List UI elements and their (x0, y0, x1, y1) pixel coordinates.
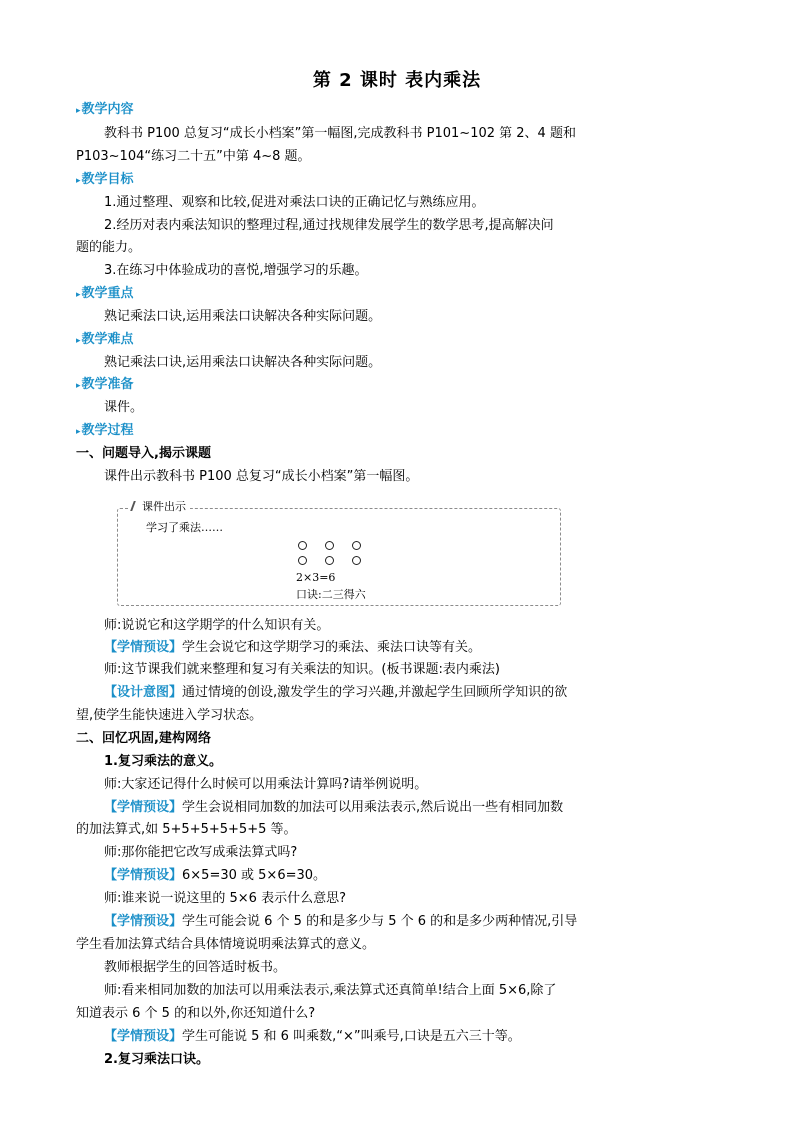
triangle-bullet-icon: ▸ (76, 336, 81, 346)
part2-predict-3: 【学情预设】学生可能会说 6 个 5 的和是多少与 5 个 6 的和是多少两种情况,引导 (104, 914, 578, 929)
predict-tag: 【学情预设】 (104, 800, 183, 815)
key-text: 熟记乘法口诀,运用乘法口诀解决各种实际问题。 (104, 309, 382, 324)
part1-heading: 一、问题导入,揭示课题 (76, 446, 211, 461)
goal-3: 3.在练习中体验成功的喜悦,增强学习的乐趣。 (104, 263, 368, 278)
predict-tag: 【学情预设】 (104, 868, 183, 883)
part1-design-cont: 望,使学生能快速进入学习状态。 (76, 708, 263, 723)
part2-teacher-1: 师:大家还记得什么时候可以用乘法计算吗?请举例说明。 (104, 777, 428, 792)
box-equation: 2×3=6 (296, 571, 336, 584)
section-heading-goals: ▸教学目标 (76, 172, 134, 187)
part1-teacher-1: 师:说说它和这学期学的什么知识有关。 (104, 618, 330, 633)
section-heading-prep: ▸教学准备 (76, 377, 134, 392)
part2-sub-2: 2.复习乘法口诀。 (104, 1052, 209, 1067)
predict-tag: 【学情预设】 (104, 914, 183, 929)
section-heading-process: ▸教学过程 (76, 423, 134, 438)
triangle-bullet-icon: ▸ (76, 290, 81, 300)
circle-icon (352, 556, 361, 565)
part1-design: 【设计意图】通过情境的创设,激发学生的学习兴趣,并激起学生回顾所学知识的欲 (104, 685, 568, 700)
courseware-label: 课件出示 (128, 498, 190, 516)
prep-text: 课件。 (104, 400, 144, 415)
box-rhyme: 口诀:二三得六 (296, 588, 366, 601)
goal-2: 2.经历对表内乘法知识的整理过程,通过找规律发展学生的数学思考,提高解决问 (104, 218, 554, 233)
part2-predict-2: 【学情预设】6×5=30 或 5×6=30。 (104, 868, 327, 883)
goal-1: 1.通过整理、观察和比较,促进对乘法口诀的正确记忆与熟练应用。 (104, 195, 485, 210)
part2-teacher-4-cont: 知道表示 6 个 5 的和以外,你还知道什么? (76, 1006, 316, 1021)
part1-teacher-2: 师:这节课我们就来整理和复习有关乘法的知识。(板书课题:表内乘法) (104, 662, 500, 677)
goal-2-cont: 题的能力。 (76, 240, 142, 255)
circle-icon (298, 556, 307, 565)
part2-heading: 二、回忆巩固,建构网络 (76, 731, 211, 746)
section-heading-difficulty: ▸教学难点 (76, 332, 134, 347)
part2-predict-4: 【学情预设】学生可能说 5 和 6 叫乘数,“×”叫乘号,口诀是五六三十等。 (104, 1029, 521, 1044)
content-text-cont: P103~104“练习二十五”中第 4~8 题。 (76, 149, 311, 164)
part2-predict-1-cont: 的加法算式,如 5+5+5+5+5+5 等。 (76, 822, 297, 837)
difficulty-text: 熟记乘法口诀,运用乘法口诀解决各种实际问题。 (104, 355, 382, 370)
part2-teacher-note: 教师根据学生的回答适时板书。 (104, 960, 287, 975)
triangle-bullet-icon: ▸ (76, 176, 81, 186)
circle-icon (298, 541, 307, 550)
part1-text: 课件出示教科书 P100 总复习“成长小档案”第一幅图。 (104, 469, 419, 484)
part2-sub-1: 1.复习乘法的意义。 (104, 754, 222, 769)
triangle-bullet-icon: ▸ (76, 106, 81, 116)
page-title: 第 2 课时 表内乘法 (312, 70, 482, 91)
pen-mark-icon (130, 501, 142, 511)
triangle-bullet-icon: ▸ (76, 381, 81, 391)
section-heading-content: ▸教学内容 (76, 102, 134, 117)
part1-predict: 【学情预设】学生会说它和这学期学习的乘法、乘法口诀等有关。 (104, 640, 482, 655)
section-heading-key: ▸教学重点 (76, 286, 134, 301)
part2-teacher-4: 师:看来相同加数的加法可以用乘法表示,乘法算式还真简单!结合上面 5×6,除了 (104, 983, 557, 998)
part2-teacher-3: 师:谁来说一说这里的 5×6 表示什么意思? (104, 891, 346, 906)
circle-icon (325, 556, 334, 565)
design-tag: 【设计意图】 (104, 685, 183, 700)
predict-tag: 【学情预设】 (104, 1029, 183, 1044)
content-text: 教科书 P100 总复习“成长小档案”第一幅图,完成教科书 P101~102 第 2、4 题和 (104, 126, 576, 141)
box-line-1: 学习了乘法…… (146, 521, 223, 534)
part2-predict-1: 【学情预设】学生会说相同加数的加法可以用乘法表示,然后说出一些有相同加数 (104, 800, 564, 815)
predict-tag: 【学情预设】 (104, 640, 183, 655)
circle-icon (352, 541, 361, 550)
part2-teacher-2: 师:那你能把它改写成乘法算式吗? (104, 845, 298, 860)
part2-predict-3-cont: 学生看加法算式结合具体情境说明乘法算式的意义。 (76, 937, 376, 952)
circle-icon (325, 541, 334, 550)
triangle-bullet-icon: ▸ (76, 427, 81, 437)
